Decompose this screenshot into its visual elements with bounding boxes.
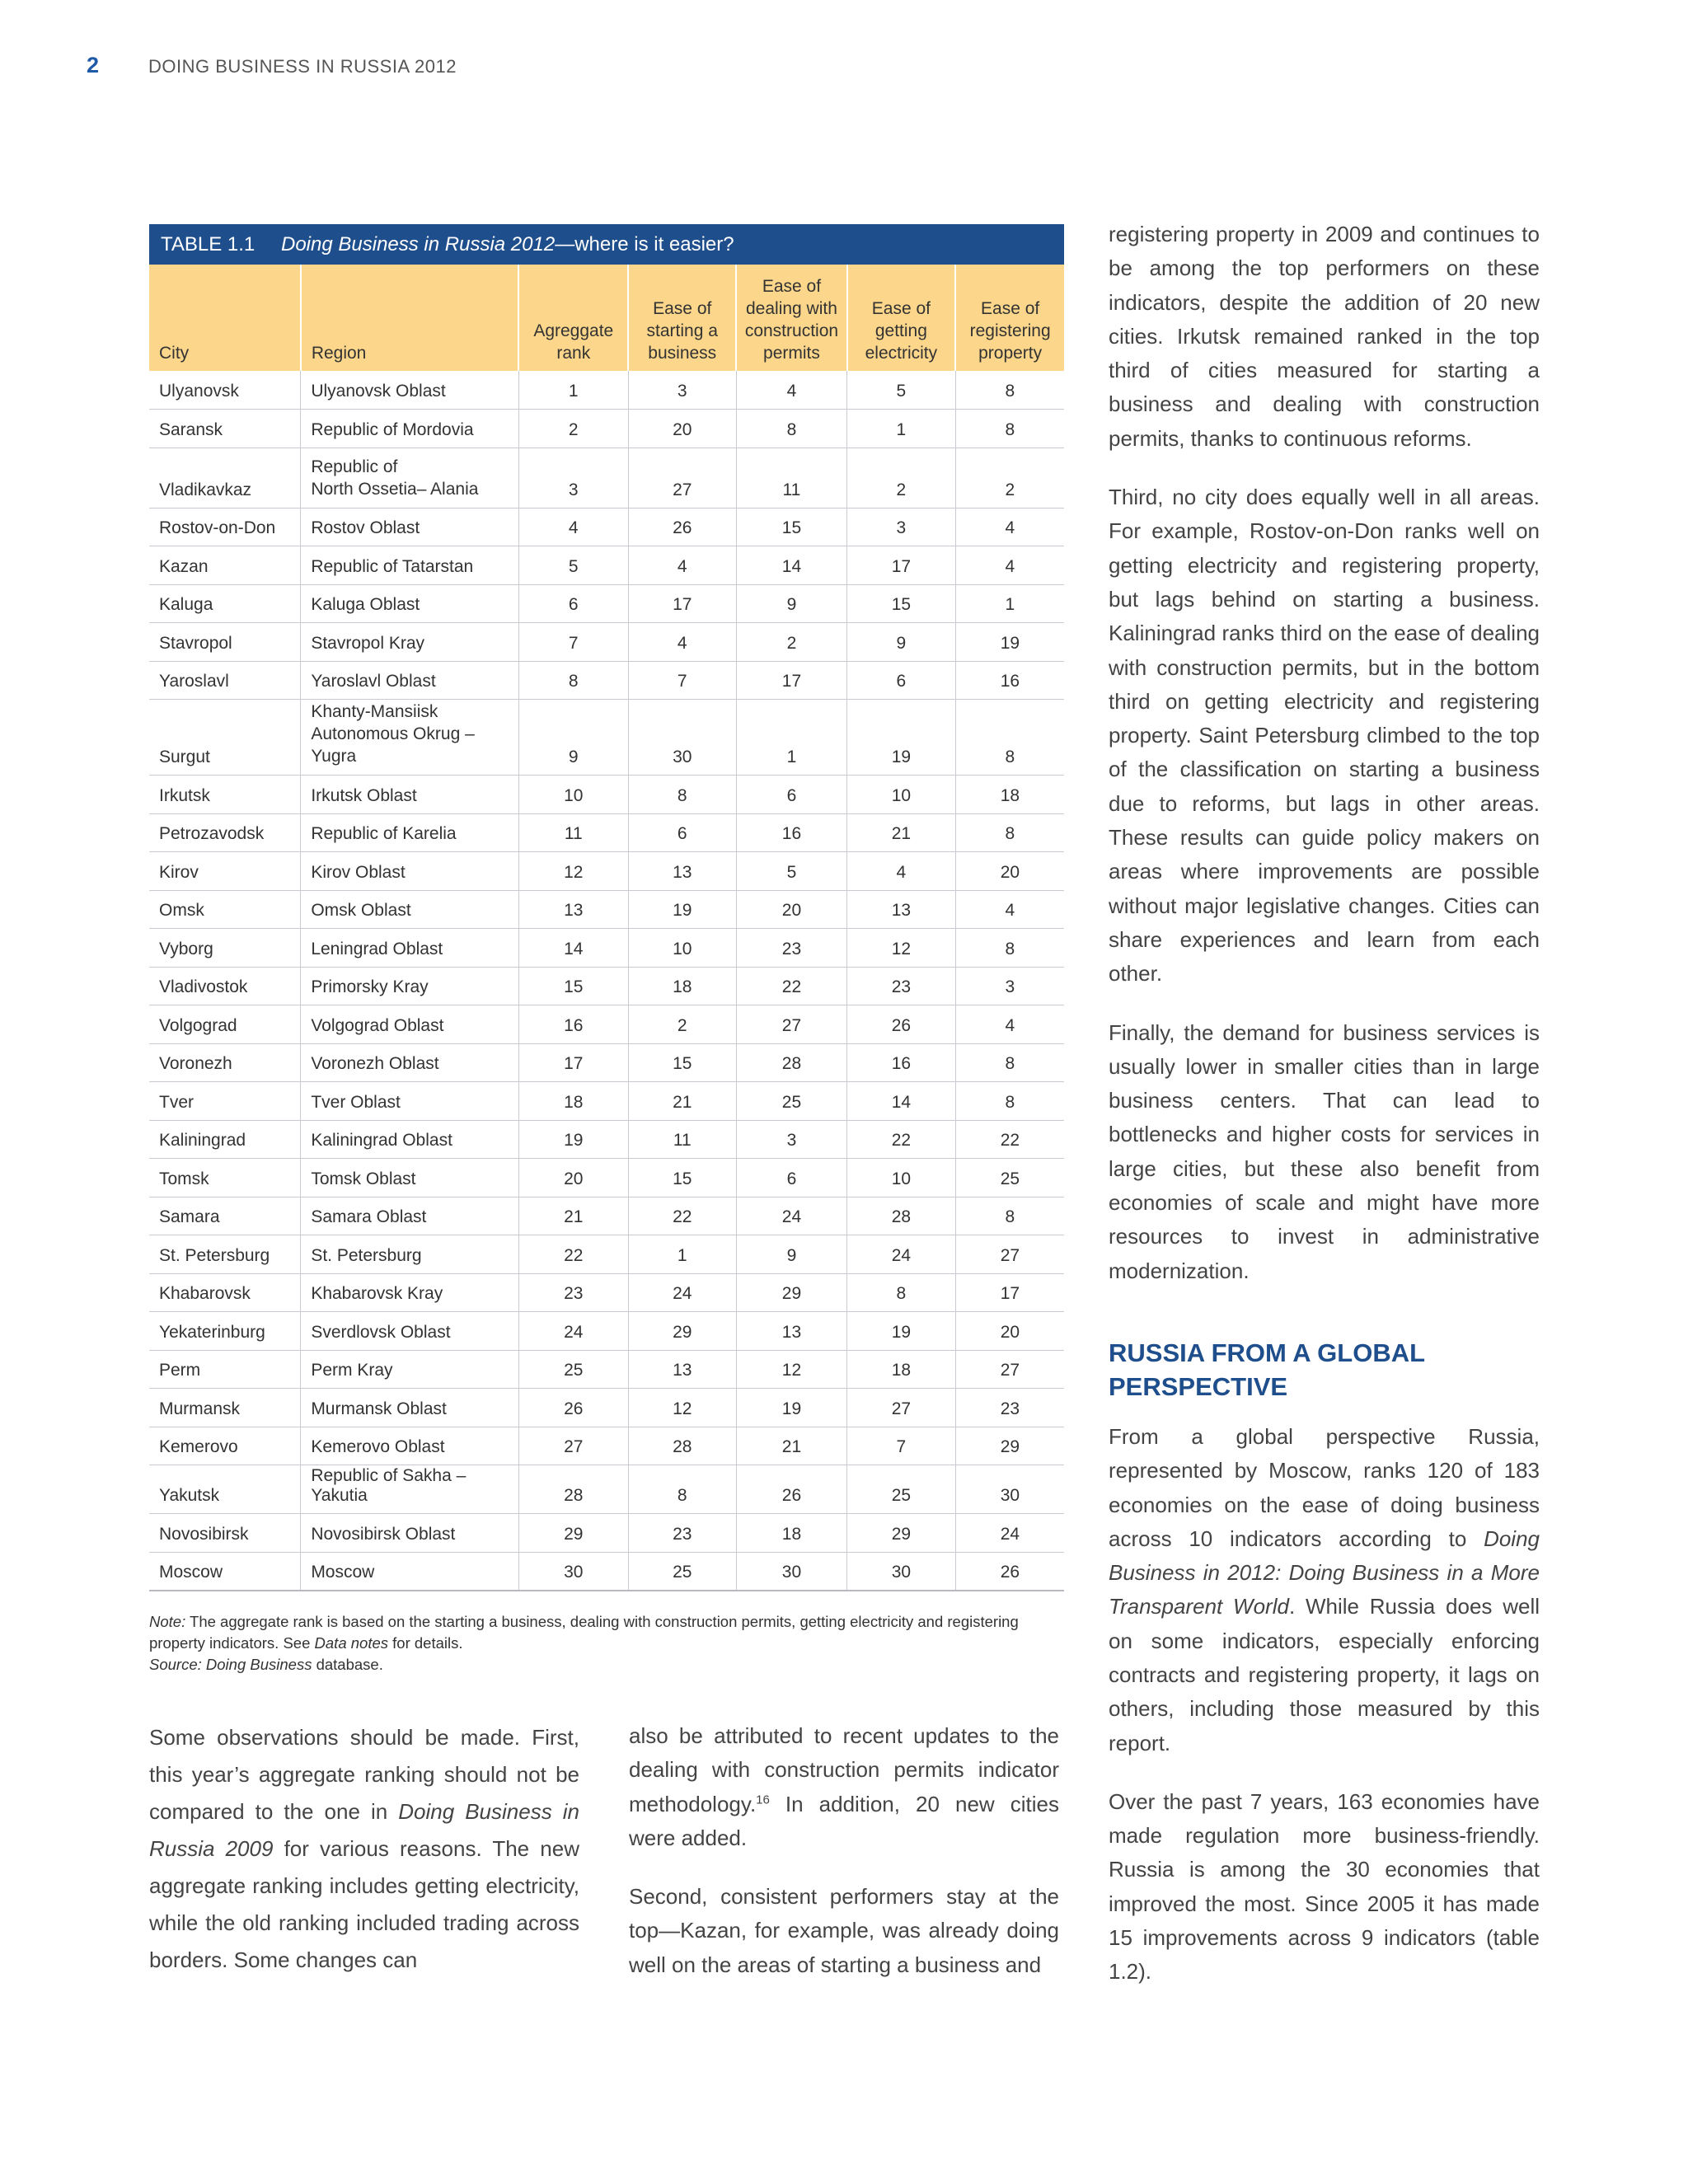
cell-region: Republic of Sakha – Yakutia	[301, 1465, 519, 1514]
body-column-1	[149, 1719, 579, 2004]
cell-rank: 6	[736, 1159, 846, 1197]
cell-rank: 5	[847, 371, 956, 410]
cell-region: Voronezh Oblast	[301, 1043, 519, 1082]
cell-city: Samara	[149, 1197, 301, 1235]
paragraph: Second, consistent performers stay at the top—Kazan, for example, was already doing well on the areas of starting a business and	[629, 1884, 1059, 1977]
cell-rank: 5	[518, 546, 628, 585]
cell-rank: 9	[847, 623, 956, 662]
cell-city: St. Petersburg	[149, 1235, 301, 1274]
cell-rank: 10	[518, 776, 628, 814]
table-row	[149, 1197, 1064, 1235]
cell-rank: 6	[518, 584, 628, 623]
cell-region: Ulyanovsk Oblast	[301, 371, 519, 410]
header-registering-property: Ease of registering property	[955, 265, 1064, 371]
cell-rank: 23	[736, 929, 846, 968]
cell-rank: 18	[736, 1514, 846, 1553]
cell-rank: 14	[736, 546, 846, 585]
cell-rank: 16	[847, 1043, 956, 1082]
table-row	[149, 852, 1064, 891]
table-row	[149, 1005, 1064, 1044]
cell-city: Vyborg	[149, 929, 301, 968]
cell-rank: 28	[847, 1197, 956, 1235]
cell-city: Vladikavkaz	[149, 448, 301, 508]
cell-rank: 29	[628, 1312, 736, 1351]
cell-rank: 20	[736, 890, 846, 929]
cell-rank: 8	[955, 929, 1064, 968]
cell-rank: 27	[955, 1235, 1064, 1274]
paragraph: Finally, the demand for business services is usually lower in smaller cities than in large business centers. That can lead to bottlenecks and higher costs for services in large cities, but these also benefit from economies of scale and might have more resources to invest in administrative modernization.	[1109, 1019, 1540, 1283]
cell-rank: 27	[847, 1389, 956, 1427]
cell-rank: 1	[955, 584, 1064, 623]
cell-rank: 12	[736, 1350, 846, 1389]
cell-rank: 15	[628, 1043, 736, 1082]
cell-rank: 30	[736, 1552, 846, 1591]
cell-rank: 6	[628, 813, 736, 852]
table-row	[149, 410, 1064, 448]
cell-rank: 27	[518, 1427, 628, 1465]
cell-rank: 25	[736, 1082, 846, 1121]
cell-rank: 7	[628, 661, 736, 700]
cell-city: Stavropol	[149, 623, 301, 662]
cell-rank: 25	[955, 1159, 1064, 1197]
paragraph	[1109, 1420, 1540, 1760]
cell-rank: 20	[628, 410, 736, 448]
cell-city: Novosibirsk	[149, 1514, 301, 1553]
cell-region: Perm Kray	[301, 1350, 519, 1389]
cell-rank: 4	[847, 852, 956, 891]
table-row	[149, 508, 1064, 546]
cell-rank: 15	[518, 967, 628, 1005]
table-row	[149, 448, 1064, 508]
cell-rank: 8	[518, 661, 628, 700]
cell-region: Kemerovo Oblast	[301, 1427, 519, 1465]
cell-rank: 29	[736, 1273, 846, 1312]
cell-region: Kaliningrad Oblast	[301, 1120, 519, 1159]
cell-rank: 4	[736, 371, 846, 410]
cell-rank: 29	[955, 1427, 1064, 1465]
table-row	[149, 1043, 1064, 1082]
paragraph	[149, 1719, 579, 1979]
cell-rank: 24	[518, 1312, 628, 1351]
table-row	[149, 1552, 1064, 1591]
cell-city: Yakutsk	[149, 1465, 301, 1514]
text-run: Some observations should be made. First, this year’s aggregate ranking should not be compared to the one in	[149, 1725, 579, 1824]
cell-rank: 6	[847, 661, 956, 700]
cell-region: Sverdlovsk Oblast	[301, 1312, 519, 1351]
cell-region: Volgograd Oblast	[301, 1005, 519, 1044]
cell-rank: 12	[847, 929, 956, 968]
cell-rank: 2	[736, 623, 846, 662]
cell-rank: 8	[955, 410, 1064, 448]
cell-rank: 13	[628, 1350, 736, 1389]
header-construction-permits: Ease of dealing with construction permits	[736, 265, 846, 371]
note-text: The aggregate rank is based on the starting a business, dealing with construction permits, getting electricity and registering property indicators. See	[149, 1612, 1019, 1652]
cell-city: Khabarovsk	[149, 1273, 301, 1312]
cell-rank: 1	[518, 371, 628, 410]
note-label: Note:	[149, 1612, 186, 1630]
cell-region: Republic of Karelia	[301, 813, 519, 852]
cell-rank: 23	[955, 1389, 1064, 1427]
paragraph: registering property in 2009 and continues to be among the top performers on these indicators, despite the addition of 20 new cities. Irkutsk remained ranked in the top third of cities measured for starting a business and dealing with construction permits, thanks to continuous reforms.	[1109, 222, 1540, 451]
cell-rank: 30	[628, 700, 736, 776]
cell-region: Novosibirsk Oblast	[301, 1514, 519, 1553]
cell-rank: 17	[847, 546, 956, 585]
table-number: TABLE 1.1	[161, 232, 256, 255]
cell-rank: 6	[736, 776, 846, 814]
cell-rank: 4	[955, 1005, 1064, 1044]
table-row	[149, 890, 1064, 929]
cell-rank: 4	[518, 508, 628, 546]
cell-rank: 26	[518, 1389, 628, 1427]
italic-title: Doing Business in 2012: Doing Business in a More Transparent World	[1109, 1526, 1540, 1619]
table-row	[149, 700, 1064, 776]
cell-rank: 15	[736, 508, 846, 546]
cell-rank: 2	[955, 448, 1064, 508]
cell-rank: 9	[518, 700, 628, 776]
cell-rank: 3	[628, 371, 736, 410]
cell-city: Voronezh	[149, 1043, 301, 1082]
cell-city: Kaluga	[149, 584, 301, 623]
table-row	[149, 661, 1064, 700]
header-region: Region	[301, 265, 519, 371]
cell-city: Moscow	[149, 1552, 301, 1591]
cell-city: Perm	[149, 1350, 301, 1389]
table-row	[149, 1465, 1064, 1514]
note-link: Data notes	[314, 1633, 389, 1652]
cell-rank: 23	[628, 1514, 736, 1553]
table-row	[149, 1514, 1064, 1553]
cell-city: Rostov-on-Don	[149, 508, 301, 546]
header-aggregate-rank: Agreggate rank	[518, 265, 628, 371]
table-row	[149, 1235, 1064, 1274]
cell-rank: 4	[628, 623, 736, 662]
text-run: for various reasons. The new aggregate ranking includes getting electricity, while the old ranking included trading across borders. Some changes can	[149, 1836, 579, 1972]
cell-rank: 18	[628, 967, 736, 1005]
table-row	[149, 584, 1064, 623]
cell-rank: 8	[955, 1082, 1064, 1121]
cell-city: Tver	[149, 1082, 301, 1121]
cell-rank: 14	[847, 1082, 956, 1121]
cell-city: Saransk	[149, 410, 301, 448]
cell-rank: 9	[736, 584, 846, 623]
table-note	[149, 1611, 1064, 1675]
cell-rank: 24	[847, 1235, 956, 1274]
table-row	[149, 1350, 1064, 1389]
cell-rank: 2	[628, 1005, 736, 1044]
table-caption-rest: —where is it easier?	[555, 232, 734, 255]
cell-rank: 18	[518, 1082, 628, 1121]
cell-rank: 22	[518, 1235, 628, 1274]
italic-title: Doing Business in Russia 2009	[149, 1799, 579, 1861]
cell-city: Vladivostok	[149, 967, 301, 1005]
cell-city: Volgograd	[149, 1005, 301, 1044]
cell-rank: 10	[847, 1159, 956, 1197]
cell-rank: 24	[736, 1197, 846, 1235]
cell-rank: 8	[955, 371, 1064, 410]
cell-rank: 16	[736, 813, 846, 852]
header-getting-electricity: Ease of getting electricity	[847, 265, 956, 371]
cell-rank: 28	[736, 1043, 846, 1082]
table-row	[149, 1273, 1064, 1312]
cell-rank: 4	[955, 890, 1064, 929]
cell-city: Surgut	[149, 700, 301, 776]
cell-rank: 13	[518, 890, 628, 929]
text-run: In addition, 20 new cities were added.	[629, 1791, 1059, 1850]
cell-rank: 8	[736, 410, 846, 448]
cell-rank: 4	[628, 546, 736, 585]
cell-rank: 26	[847, 1005, 956, 1044]
cell-rank: 4	[955, 546, 1064, 585]
cell-city: Irkutsk	[149, 776, 301, 814]
cell-rank: 8	[847, 1273, 956, 1312]
cell-rank: 16	[955, 661, 1064, 700]
cell-rank: 1	[628, 1235, 736, 1274]
cell-rank: 9	[736, 1235, 846, 1274]
table-row	[149, 623, 1064, 662]
cell-rank: 7	[518, 623, 628, 662]
cell-rank: 11	[736, 448, 846, 508]
table-row	[149, 776, 1064, 814]
cell-rank: 29	[518, 1514, 628, 1553]
cell-rank: 23	[518, 1273, 628, 1312]
body-column-2	[629, 1719, 1059, 2007]
cell-rank: 29	[847, 1514, 956, 1553]
cell-region: Yaroslavl Oblast	[301, 661, 519, 700]
cell-city: Kazan	[149, 546, 301, 585]
cell-rank: 22	[955, 1120, 1064, 1159]
cell-rank: 19	[847, 700, 956, 776]
cell-city: Omsk	[149, 890, 301, 929]
cell-region: Republic of Mordovia	[301, 410, 519, 448]
cell-rank: 21	[847, 813, 956, 852]
cell-city: Murmansk	[149, 1389, 301, 1427]
cell-rank: 11	[628, 1120, 736, 1159]
cell-rank: 27	[736, 1005, 846, 1044]
cell-region: Omsk Oblast	[301, 890, 519, 929]
cell-rank: 25	[847, 1465, 956, 1514]
cell-rank: 3	[955, 967, 1064, 1005]
cell-rank: 30	[518, 1552, 628, 1591]
table-header-row	[149, 265, 1064, 371]
cell-rank: 19	[955, 623, 1064, 662]
cell-rank: 2	[518, 410, 628, 448]
cell-region: Moscow	[301, 1552, 519, 1591]
cell-rank: 20	[955, 1312, 1064, 1351]
cell-rank: 26	[955, 1552, 1064, 1591]
paragraph: Third, no city does equally well in all areas. For example, Rostov-on-Don ranks well on getting electricity and registering property, but lags behind on starting a business. Kaliningrad ranks third on the ease of dealing with construction permits, but in the bottom third on getting electricity and registering property. Saint Petersburg climbed to the top of the classification on starting a business due to reforms, but lags in other areas. These results can guide policy makers on areas where improvements are possible without major legislative changes. Cities can share experiences and learn from each other.	[1109, 485, 1540, 987]
table-title-bar	[149, 224, 1064, 265]
cell-rank: 27	[628, 448, 736, 508]
cell-rank: 24	[628, 1273, 736, 1312]
paragraph: Over the past 7 years, 163 economies have made regulation more business-friendly. Russia is among the 30 economies that improved the most. Since 2005 it has made 15 improvements across 9 indicators (table 1.2).	[1109, 1788, 1540, 1985]
cell-rank: 19	[736, 1389, 846, 1427]
cell-region: Republic of Tatarstan	[301, 546, 519, 585]
cell-rank: 17	[628, 584, 736, 623]
cell-rank: 3	[518, 448, 628, 508]
cell-rank: 20	[955, 852, 1064, 891]
cell-rank: 10	[847, 776, 956, 814]
header-city: City	[149, 265, 301, 371]
cell-rank: 18	[847, 1350, 956, 1389]
cell-rank: 22	[847, 1120, 956, 1159]
source-italic: Doing Business	[205, 1655, 312, 1673]
cell-rank: 17	[736, 661, 846, 700]
cell-city: Tomsk	[149, 1159, 301, 1197]
cell-rank: 2	[847, 448, 956, 508]
table-row	[149, 929, 1064, 968]
source-label: Source:	[149, 1655, 202, 1673]
text-run: From a global perspective Russia, represented by Moscow, ranks 120 of 183 economies on the ease of doing business across 10 indicators according to	[1109, 1423, 1540, 1551]
text-run: . While Russia does well on some indicators, especially enforcing contracts and registering property, it lags on others, including those measured by this report.	[1109, 1594, 1540, 1755]
table-row	[149, 1389, 1064, 1427]
cell-rank: 27	[955, 1350, 1064, 1389]
page-number: 2	[87, 53, 100, 77]
cell-city: Yaroslavl	[149, 661, 301, 700]
cell-rank: 5	[736, 852, 846, 891]
cell-rank: 16	[518, 1005, 628, 1044]
cell-region: Kirov Oblast	[301, 852, 519, 891]
cell-region: Murmansk Oblast	[301, 1389, 519, 1427]
cell-region: Khanty-Mansiisk Autonomous Okrug – Yugra	[301, 700, 519, 776]
body-column-3	[1109, 218, 1540, 2014]
cell-rank: 8	[628, 776, 736, 814]
table-row	[149, 1312, 1064, 1351]
cell-city: Yekaterinburg	[149, 1312, 301, 1351]
cell-rank: 20	[518, 1159, 628, 1197]
cell-region: Primorsky Kray	[301, 967, 519, 1005]
cell-rank: 12	[628, 1389, 736, 1427]
cell-rank: 8	[955, 813, 1064, 852]
cell-rank: 1	[736, 700, 846, 776]
table-caption-italic: Doing Business in Russia 2012	[281, 232, 556, 255]
cell-rank: 28	[518, 1465, 628, 1514]
cell-region: St. Petersburg	[301, 1235, 519, 1274]
cell-rank: 17	[518, 1043, 628, 1082]
cell-rank: 3	[736, 1120, 846, 1159]
cell-rank: 30	[955, 1465, 1064, 1514]
table-1-1	[149, 224, 1064, 1675]
section-heading: RUSSIA FROM A GLOBAL PERSPECTIVE	[1109, 1338, 1425, 1401]
cell-rank: 8	[955, 1197, 1064, 1235]
cell-region: Rostov Oblast	[301, 508, 519, 546]
text-run: also be attributed to recent updates to the dealing with construction permits indicator methodology.	[629, 1723, 1059, 1816]
ranking-table	[149, 265, 1064, 1591]
cell-rank: 28	[628, 1427, 736, 1465]
cell-rank: 25	[518, 1350, 628, 1389]
cell-rank: 19	[847, 1312, 956, 1351]
cell-rank: 4	[955, 508, 1064, 546]
table-row	[149, 813, 1064, 852]
cell-rank: 3	[847, 508, 956, 546]
cell-rank: 23	[847, 967, 956, 1005]
source-end: database.	[316, 1655, 383, 1673]
cell-city: Kaliningrad	[149, 1120, 301, 1159]
cell-region: Tomsk Oblast	[301, 1159, 519, 1197]
cell-rank: 13	[847, 890, 956, 929]
cell-rank: 26	[736, 1465, 846, 1514]
cell-rank: 8	[955, 1043, 1064, 1082]
cell-rank: 13	[736, 1312, 846, 1351]
table-row	[149, 1427, 1064, 1465]
running-header: DOING BUSINESS IN RUSSIA 2012	[148, 56, 457, 77]
cell-region: Samara Oblast	[301, 1197, 519, 1235]
cell-rank: 7	[847, 1427, 956, 1465]
cell-region: Khabarovsk Kray	[301, 1273, 519, 1312]
cell-rank: 8	[628, 1465, 736, 1514]
cell-region: Tver Oblast	[301, 1082, 519, 1121]
footnote-ref: 16	[756, 1792, 770, 1807]
cell-rank: 30	[847, 1552, 956, 1591]
table-row	[149, 1082, 1064, 1121]
cell-city: Kemerovo	[149, 1427, 301, 1465]
cell-rank: 10	[628, 929, 736, 968]
cell-city: Petrozavodsk	[149, 813, 301, 852]
note-end: for details.	[392, 1633, 463, 1652]
cell-rank: 13	[628, 852, 736, 891]
cell-rank: 1	[847, 410, 956, 448]
cell-rank: 19	[628, 890, 736, 929]
cell-region: Kaluga Oblast	[301, 584, 519, 623]
cell-region: Irkutsk Oblast	[301, 776, 519, 814]
cell-rank: 22	[736, 967, 846, 1005]
table-row	[149, 546, 1064, 585]
cell-region: Stavropol Kray	[301, 623, 519, 662]
table-row	[149, 1159, 1064, 1197]
cell-rank: 18	[955, 776, 1064, 814]
table-row	[149, 1120, 1064, 1159]
cell-rank: 11	[518, 813, 628, 852]
cell-rank: 12	[518, 852, 628, 891]
cell-region: Republic of North Ossetia– Alania	[301, 448, 519, 508]
cell-rank: 15	[847, 584, 956, 623]
table-row	[149, 371, 1064, 410]
cell-region: Leningrad Oblast	[301, 929, 519, 968]
cell-rank: 19	[518, 1120, 628, 1159]
header-starting-business: Ease of starting a business	[628, 265, 736, 371]
table-row	[149, 967, 1064, 1005]
cell-rank: 8	[955, 700, 1064, 776]
cell-rank: 25	[628, 1552, 736, 1591]
cell-rank: 14	[518, 929, 628, 968]
cell-rank: 17	[955, 1273, 1064, 1312]
cell-rank: 24	[955, 1514, 1064, 1553]
cell-rank: 26	[628, 508, 736, 546]
cell-rank: 21	[736, 1427, 846, 1465]
cell-city: Kirov	[149, 852, 301, 891]
cell-rank: 15	[628, 1159, 736, 1197]
cell-rank: 21	[518, 1197, 628, 1235]
paragraph	[629, 1719, 1059, 1855]
cell-city: Ulyanovsk	[149, 371, 301, 410]
table-body	[149, 371, 1064, 1591]
cell-rank: 21	[628, 1082, 736, 1121]
cell-rank: 22	[628, 1197, 736, 1235]
